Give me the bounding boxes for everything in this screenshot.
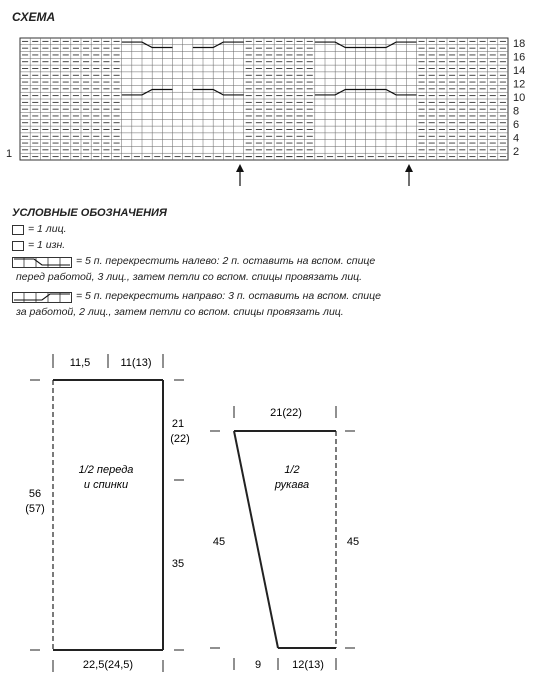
row-label: 18 xyxy=(513,37,526,50)
pattern-schematic xyxy=(0,350,551,690)
row-label: 14 xyxy=(513,64,526,77)
row-label: 6 xyxy=(513,119,520,132)
front-back-left-dim-alt: (57) xyxy=(25,503,45,515)
sleeve-top-dim: 21(22) xyxy=(270,407,302,419)
legend-cross-left-line2: перед работой, 3 лиц., затем петли со вспом. спицы провязать лиц. xyxy=(16,271,363,283)
front-back-bottom-dim: 22,5(24,5) xyxy=(82,659,134,671)
front-back-top-right-dim: 11(13) xyxy=(120,357,152,369)
legend-knit-text: = 1 лиц. xyxy=(28,223,67,235)
legend-item-knit xyxy=(12,222,512,236)
legend-item-cross-right xyxy=(12,289,532,321)
sleeve-right-dim: 45 xyxy=(346,536,360,548)
row-label: 16 xyxy=(513,51,526,64)
legend-cross-right-line1: = 5 п. перекрестить направо: 3 п. оставить на вспом. спице xyxy=(76,290,381,302)
sleeve-label-line1: 1/2 xyxy=(284,464,300,476)
knit-symbol-icon xyxy=(12,225,24,235)
knitting-chart xyxy=(0,0,551,200)
front-back-left-dim: 56 xyxy=(28,488,42,500)
row-label: 8 xyxy=(513,105,520,118)
legend-cross-right-line2: за работой, 2 лиц., затем петли со вспом. спицы провязать лиц. xyxy=(16,306,344,318)
legend-cross-left-line1: = 5 п. перекрестить налево: 2 п. оставить на вспом. спице xyxy=(76,255,376,267)
front-back-top-left-dim: 11,5 xyxy=(69,357,91,369)
row-label: 4 xyxy=(513,132,520,145)
sleeve-bottom-right-dim: 12(13) xyxy=(292,659,324,671)
legend-item-cross-left xyxy=(12,254,532,286)
sleeve-label-line2: рукава xyxy=(274,479,310,491)
front-back-right-upper-dim-alt: (22) xyxy=(170,433,190,445)
sleeve-left-dim: 45 xyxy=(212,536,226,548)
sleeve-bottom-left-dim: 9 xyxy=(254,659,262,671)
cross-right-symbol-icon xyxy=(12,292,72,304)
repeat-arrow-head xyxy=(405,164,413,172)
front-back-right-lower-dim: 35 xyxy=(171,558,185,570)
cross-left-symbol-icon xyxy=(12,257,72,269)
row-label: 2 xyxy=(513,146,520,159)
legend-purl-text: = 1 изн. xyxy=(28,239,66,251)
row-label: 10 xyxy=(513,92,526,104)
front-back-right-upper-dim: 21 xyxy=(171,418,185,430)
repeat-arrow-head xyxy=(236,164,244,172)
front-back-panel xyxy=(25,354,190,672)
front-back-label-line1: 1/2 переда xyxy=(78,464,134,476)
scheme-title: СХЕМА xyxy=(12,10,56,24)
sleeve-panel xyxy=(210,406,359,671)
front-back-label-line2: и спинки xyxy=(83,479,129,491)
legend-title: УСЛОВНЫЕ ОБОЗНАЧЕНИЯ xyxy=(12,207,167,219)
first-row-label: 1 xyxy=(6,148,13,160)
row-label: 12 xyxy=(513,78,526,91)
legend-item-purl xyxy=(12,238,512,252)
purl-symbol-icon xyxy=(12,241,24,251)
sleeve-slanted-edge xyxy=(234,431,278,648)
